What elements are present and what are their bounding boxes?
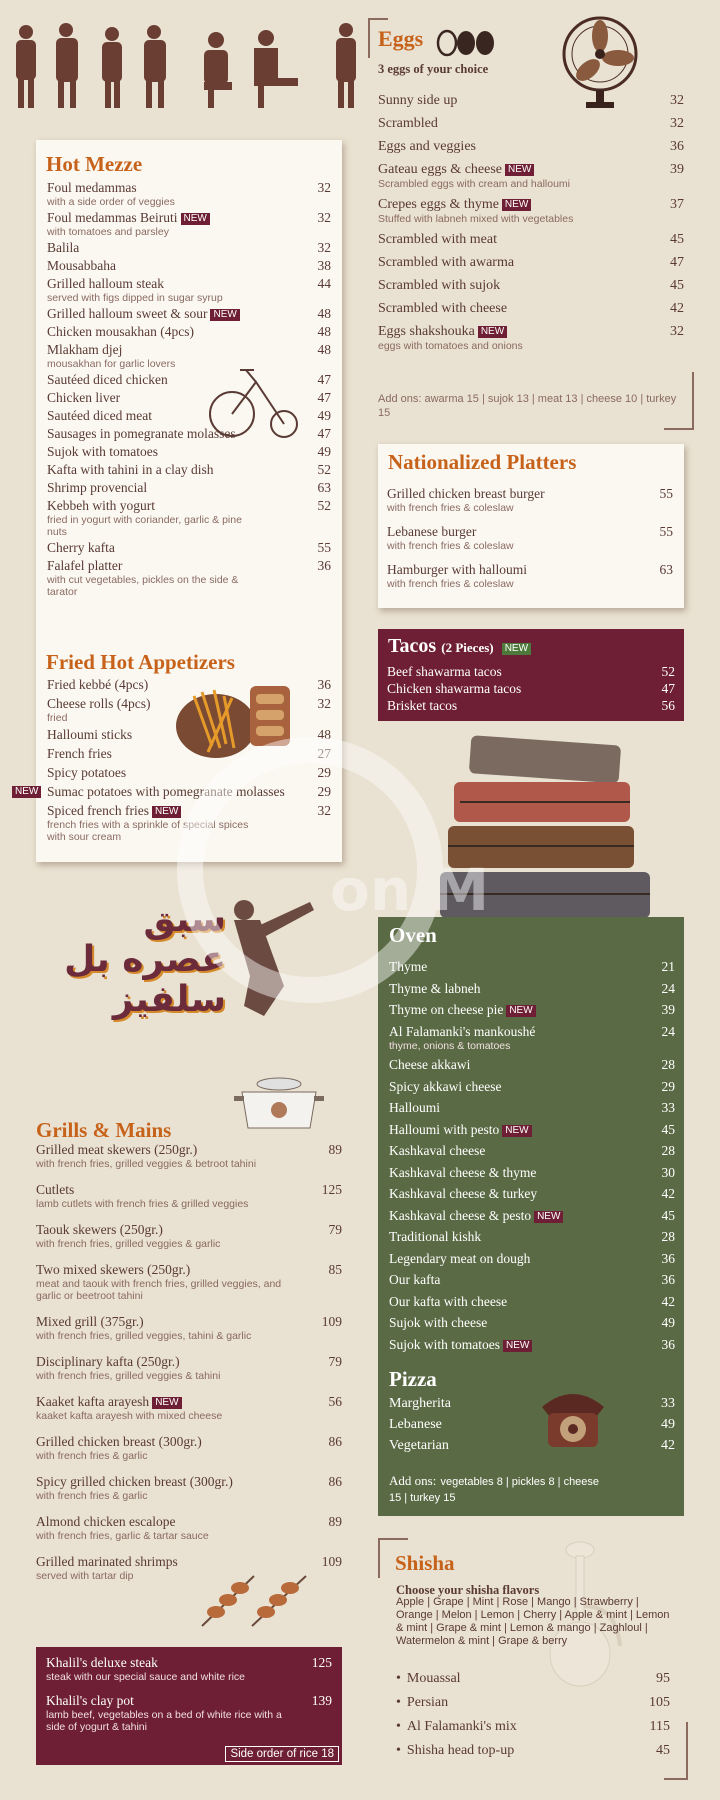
menu-item-name: Falafel platter bbox=[47, 558, 123, 573]
menu-item-name: Kashkaval cheese & pesto bbox=[389, 1207, 532, 1223]
menu-item-name: Kebbeh with yogurt bbox=[47, 498, 155, 513]
shisha-title: Shisha bbox=[395, 1551, 455, 1575]
menu-item bbox=[378, 277, 684, 294]
eggs-addons: Add ons: awarma 15 | sujok 13 | meat 13 | cheese 10 | turkey 15 bbox=[378, 393, 677, 419]
menu-item-name: Scrambled with sujok bbox=[378, 278, 501, 293]
menu-item bbox=[389, 1251, 675, 1268]
menu-item-name: Legendary meat on dough bbox=[389, 1250, 531, 1266]
menu-item-price: 36 bbox=[670, 139, 684, 154]
menu-item-name: Chicken shawarma tacos bbox=[387, 681, 522, 696]
eggs-corner-ornament-br bbox=[664, 372, 694, 430]
menu-item-price: 47 bbox=[317, 390, 331, 405]
menu-item-name: Kashkaval cheese bbox=[389, 1143, 486, 1158]
menu-item-name: Sumac potatoes with pomegranate molasses bbox=[47, 784, 285, 799]
menu-item-price: 48 bbox=[317, 342, 331, 357]
shisha-corner-ornament-br bbox=[664, 1722, 688, 1780]
menu-item-name: Shisha head top-up bbox=[406, 1743, 515, 1758]
menu-item-price: 95 bbox=[656, 1671, 670, 1686]
menu-item-price: 32 bbox=[317, 180, 331, 195]
menu-item-name: Cheese akkawi bbox=[389, 1057, 471, 1072]
menu-item-price: 42 bbox=[661, 1293, 675, 1309]
pizza-addons-text: vegetables 8 | pickles 8 | cheese 15 | turkey 15 bbox=[389, 1476, 600, 1504]
menu-item bbox=[389, 1272, 675, 1289]
menu-item bbox=[47, 324, 331, 340]
menu-item-description: with french fries, grilled veggies, tahini & garlic bbox=[36, 1330, 252, 1342]
menu-item-price: 32 bbox=[317, 240, 331, 255]
menu-item bbox=[36, 1474, 342, 1502]
menu-item-description: kaaket kafta arayesh with mixed cheese bbox=[36, 1410, 223, 1422]
menu-item bbox=[36, 1222, 342, 1250]
grills-list bbox=[36, 1142, 342, 1594]
menu-item-price: 49 bbox=[661, 1417, 675, 1432]
menu-item-price: 49 bbox=[317, 408, 331, 423]
menu-item-price: 47 bbox=[317, 426, 331, 441]
menu-item-price: 86 bbox=[328, 1434, 342, 1449]
watermark-logo bbox=[160, 700, 580, 1060]
new-badge: NEW bbox=[506, 1005, 535, 1017]
menu-item-price: 45 bbox=[661, 1121, 675, 1137]
menu-item-price: 48 bbox=[317, 306, 331, 321]
new-badge: NEW bbox=[503, 1340, 532, 1352]
menu-item-description: with french fries & coleslaw bbox=[387, 578, 514, 590]
platters-title: Nationalized Platters bbox=[388, 450, 577, 474]
menu-item-description: french fries with a sprinkle of special spices with sour cream bbox=[47, 819, 249, 843]
menu-item-description: fried in yogurt with coriander, garlic & pine nuts bbox=[47, 514, 242, 538]
arabic-logo: سبق عصره بل سلفيز bbox=[64, 899, 226, 1020]
menu-item-price: 86 bbox=[328, 1474, 342, 1489]
new-badge: NEW bbox=[502, 199, 531, 211]
menu-item-name: Lebanese bbox=[389, 1417, 442, 1432]
platters-panel bbox=[378, 444, 684, 608]
menu-item bbox=[396, 1742, 670, 1759]
menu-item-name: Disciplinary kafta (250gr.) bbox=[36, 1354, 180, 1369]
menu-item-price: 48 bbox=[317, 727, 331, 742]
menu-item-price: 32 bbox=[317, 696, 331, 711]
menu-item-description: with french fries, grilled veggies & betroot tahini bbox=[36, 1158, 257, 1170]
menu-item-price: 89 bbox=[328, 1514, 342, 1529]
new-badge: NEW bbox=[210, 309, 239, 321]
menu-item-price: 33 bbox=[661, 1100, 675, 1115]
menu-item-name: Margherita bbox=[389, 1396, 451, 1411]
menu-item-name: Lebanese burger bbox=[387, 524, 477, 539]
menu-item-name: Spicy grilled chicken breast (300gr.) bbox=[36, 1474, 233, 1489]
menu-item-price: 48 bbox=[317, 324, 331, 339]
menu-item bbox=[36, 1354, 342, 1382]
menu-item-name: Thyme bbox=[389, 959, 428, 974]
eggs-title: Eggs bbox=[378, 26, 424, 51]
menu-item bbox=[389, 1437, 675, 1454]
menu-item-description: mousakhan for garlic lovers bbox=[47, 358, 176, 370]
pizza-list bbox=[389, 1395, 675, 1458]
menu-item-price: 28 bbox=[661, 1057, 675, 1072]
menu-item-price: 27 bbox=[317, 746, 331, 761]
menu-item-name: Scrambled with awarma bbox=[378, 255, 515, 270]
menu-item-description: with french fries & garlic bbox=[36, 1450, 148, 1462]
menu-item-price: 38 bbox=[317, 258, 331, 273]
menu-item-name: Scrambled with meat bbox=[378, 232, 497, 247]
menu-item-name: Mousabbaha bbox=[47, 258, 116, 273]
menu-item bbox=[46, 1693, 332, 1733]
menu-item-price: 45 bbox=[656, 1743, 670, 1758]
menu-item-price: 52 bbox=[317, 498, 331, 513]
menu-item-name: Kashkaval cheese & turkey bbox=[389, 1186, 538, 1201]
menu-item bbox=[387, 486, 673, 514]
grills-title: Grills & Mains bbox=[36, 1118, 172, 1142]
menu-item bbox=[47, 462, 331, 478]
menu-item-name: Our kafta bbox=[389, 1272, 441, 1287]
menu-item-description: with cut vegetables, pickles on the side & tarator bbox=[47, 574, 239, 598]
menu-item-price: 24 bbox=[661, 1023, 675, 1039]
menu-item-description: meat and taouk with french fries, grilled veggies, and garlic or beetroot tahini bbox=[36, 1278, 282, 1302]
menu-item bbox=[378, 161, 684, 190]
menu-item-price: 36 bbox=[317, 558, 331, 573]
menu-item bbox=[389, 1315, 675, 1332]
menu-item-description: thyme, onions & tomatoes bbox=[389, 1040, 511, 1052]
tacos-title: Tacos bbox=[388, 635, 437, 657]
new-badge: NEW bbox=[505, 164, 534, 176]
menu-item-price: 55 bbox=[659, 524, 673, 539]
eggs-subtitle: 3 eggs of your choice bbox=[378, 62, 489, 76]
menu-item-name: Spicy potatoes bbox=[47, 765, 127, 780]
menu-item-price: 42 bbox=[670, 301, 684, 316]
menu-item-description: fried bbox=[47, 712, 68, 724]
new-badge: NEW bbox=[152, 806, 181, 818]
shisha-flavors: Apple | Grape | Mint | Rose | Mango | Strawberry | Orange | Melon | Lemon | Cherry | Apple & mint | Lemon & mint | Grape & mint | Lemon & mango | Zaghloul | Watermelon & mint | Grape & berry bbox=[396, 1596, 670, 1647]
menu-item-description: with french fries & coleslaw bbox=[387, 502, 514, 514]
shisha-choose: Choose your shisha flavors bbox=[396, 1583, 540, 1597]
menu-item bbox=[378, 300, 684, 317]
menu-item-name: Persian bbox=[406, 1695, 449, 1710]
menu-item bbox=[378, 254, 684, 271]
pizza-title: Pizza bbox=[389, 1367, 437, 1391]
menu-item-price: 109 bbox=[321, 1554, 342, 1569]
menu-item-price: 89 bbox=[328, 1142, 342, 1157]
menu-item-price: 105 bbox=[649, 1695, 670, 1710]
menu-item-name: Grilled halloum steak bbox=[47, 276, 164, 291]
menu-item-name: Mixed grill (375gr.) bbox=[36, 1314, 144, 1329]
menu-item-name: Foul medammas bbox=[47, 180, 137, 195]
side-order-rice: Side order of rice 18 bbox=[225, 1746, 339, 1762]
menu-item-price: 39 bbox=[661, 1002, 675, 1017]
menu-item-name: Kashkaval cheese & thyme bbox=[389, 1164, 537, 1180]
telephone-illustration bbox=[536, 1377, 610, 1451]
menu-item bbox=[47, 210, 331, 238]
new-badge: NEW bbox=[152, 1397, 181, 1409]
menu-item-description: Scrambled eggs with cream and halloumi bbox=[378, 178, 571, 190]
menu-item-name: Foul medammas Beiruti bbox=[47, 210, 178, 225]
menu-item bbox=[47, 306, 331, 322]
menu-item-name: Fried kebbé (4pcs) bbox=[47, 677, 149, 692]
tacos-new-badge: NEW bbox=[502, 643, 531, 655]
menu-item-price: 39 bbox=[670, 162, 684, 177]
menu-item bbox=[47, 258, 331, 274]
menu-item-name: Halloumi sticks bbox=[47, 727, 133, 742]
new-badge: NEW bbox=[534, 1211, 563, 1223]
menu-item bbox=[387, 562, 673, 590]
menu-item-name: Spicy akkawi cheese bbox=[389, 1078, 502, 1094]
menu-item-price: 55 bbox=[659, 486, 673, 501]
tacos-pieces: (2 Pieces) bbox=[441, 640, 494, 655]
menu-item-price: 45 bbox=[670, 278, 684, 293]
menu-item-name: Two mixed skewers (250gr.) bbox=[36, 1262, 191, 1277]
menu-item-price: 42 bbox=[661, 1438, 675, 1453]
menu-item-price: 49 bbox=[317, 444, 331, 459]
menu-item bbox=[47, 180, 331, 208]
menu-item-price: 24 bbox=[661, 980, 675, 996]
menu-item-price: 36 bbox=[317, 677, 331, 692]
menu-item-name: Spiced french fries bbox=[47, 803, 149, 818]
menu-item-price: 36 bbox=[661, 1272, 675, 1287]
menu-item-price: 36 bbox=[661, 1250, 675, 1266]
new-badge: NEW bbox=[478, 326, 507, 338]
menu-item bbox=[389, 1229, 675, 1246]
menu-item-name: Thyme on cheese pie bbox=[389, 1002, 504, 1017]
menu-item-price: 115 bbox=[649, 1719, 670, 1734]
menu-item-name: French fries bbox=[47, 746, 112, 761]
new-badge: NEW bbox=[12, 786, 41, 798]
menu-item-description: with french fries, grilled veggies & garlic bbox=[36, 1238, 221, 1250]
menu-item-name: Scrambled bbox=[378, 116, 438, 131]
menu-item-name: Halloumi bbox=[389, 1100, 440, 1115]
eggs-icon bbox=[434, 28, 498, 58]
menu-item-price: 32 bbox=[670, 93, 684, 108]
menu-item-description: lamb cutlets with french fries & grilled veggies bbox=[36, 1198, 249, 1210]
menu-item bbox=[389, 1079, 675, 1096]
menu-item-name: Grilled chicken breast burger bbox=[387, 486, 545, 501]
khalil-specials-list bbox=[46, 1655, 332, 1743]
menu-item-price: 32 bbox=[317, 803, 331, 818]
menu-item bbox=[47, 558, 331, 598]
menu-item-price: 42 bbox=[661, 1186, 675, 1201]
menu-item-description: with french fries & coleslaw bbox=[387, 540, 514, 552]
eggs-list bbox=[378, 92, 684, 358]
new-badge: NEW bbox=[181, 213, 210, 225]
menu-item-name: Grilled marinated shrimps bbox=[36, 1554, 178, 1569]
menu-item-name: Sunny side up bbox=[378, 93, 458, 108]
menu-item bbox=[378, 323, 684, 352]
menu-item-name: Grilled meat skewers (250gr.) bbox=[36, 1142, 198, 1157]
menu-item-name: Sujok with tomatoes bbox=[389, 1336, 500, 1352]
menu-item-name: Our kafta with cheese bbox=[389, 1293, 508, 1309]
menu-item bbox=[36, 1514, 342, 1542]
menu-item-price: 45 bbox=[670, 232, 684, 247]
menu-item-price: 47 bbox=[317, 372, 331, 387]
menu-item-name: Shrimp provencial bbox=[47, 480, 148, 495]
menu-item-price: 21 bbox=[661, 959, 675, 974]
menu-item-name: Almond chicken escalope bbox=[36, 1514, 176, 1529]
menu-item-price: 63 bbox=[317, 480, 331, 495]
menu-item-price: 63 bbox=[659, 562, 673, 577]
menu-item bbox=[396, 1670, 670, 1687]
menu-item-name: Grilled halloum sweet & sour bbox=[47, 306, 208, 321]
menu-item bbox=[47, 444, 331, 460]
menu-item bbox=[389, 1186, 675, 1203]
menu-item-name: Eggs shakshouka bbox=[378, 324, 475, 339]
menu-item-name: Thyme & labneh bbox=[389, 980, 481, 996]
menu-item-name: Brisket tacos bbox=[387, 698, 458, 713]
menu-item-name: Sujok with cheese bbox=[389, 1315, 488, 1330]
menu-item-description: with tomatoes and parsley bbox=[47, 226, 169, 238]
menu-item-price: 125 bbox=[321, 1182, 342, 1197]
menu-item bbox=[47, 540, 331, 556]
menu-item-name: Gateau eggs & cheese bbox=[378, 162, 502, 177]
menu-item bbox=[378, 115, 684, 132]
new-badge: NEW bbox=[502, 1125, 531, 1137]
menu-item-price: 55 bbox=[317, 540, 331, 555]
svg-text:on M: on M bbox=[330, 856, 490, 924]
menu-item bbox=[389, 1208, 675, 1225]
menu-item bbox=[378, 196, 684, 225]
menu-item-price: 56 bbox=[661, 698, 675, 713]
menu-item bbox=[396, 1718, 670, 1735]
tricycle-illustration bbox=[206, 362, 302, 440]
menu-item-price: 33 bbox=[661, 1396, 675, 1411]
menu-item-name: Mlakham djej bbox=[47, 342, 123, 357]
menu-item-name: Beef shawarma tacos bbox=[387, 664, 502, 679]
oven-title: Oven bbox=[389, 923, 437, 947]
menu-item-name: Traditional kishk bbox=[389, 1229, 482, 1244]
hot-mezze-title: Hot Mezze bbox=[46, 152, 143, 176]
menu-item-price: 44 bbox=[317, 276, 331, 291]
menu-item bbox=[389, 1416, 675, 1433]
menu-item-price: 47 bbox=[661, 681, 675, 696]
menu-item-price: 29 bbox=[317, 784, 331, 799]
skewers-illustration bbox=[196, 1572, 312, 1632]
menu-item-name: Kafta with tahini in a clay dish bbox=[47, 462, 214, 477]
menu-item-name: Mouassal bbox=[406, 1671, 461, 1686]
menu-item bbox=[387, 681, 675, 697]
menu-item-description: served with tartar dip bbox=[36, 1570, 134, 1582]
menu-item-name: Cherry kafta bbox=[47, 540, 115, 555]
menu-item bbox=[46, 1655, 332, 1683]
menu-item-price: 56 bbox=[328, 1394, 342, 1409]
menu-item-name: Crepes eggs & thyme bbox=[378, 197, 499, 212]
menu-item bbox=[378, 138, 684, 155]
menu-item-name: Grilled chicken breast (300gr.) bbox=[36, 1434, 202, 1449]
menu-item-name: Cheese rolls (4pcs) bbox=[47, 696, 151, 711]
menu-item-price: 85 bbox=[328, 1262, 342, 1277]
menu-item-price: 30 bbox=[661, 1164, 675, 1180]
menu-item-name: Al Falamanki's mankoushé bbox=[389, 1023, 536, 1039]
menu-item-name: Sausages in pomegranate molasses bbox=[47, 426, 236, 441]
menu-item-description: Stuffed with labneh mixed with vegetables bbox=[378, 213, 574, 225]
menu-item-price: 32 bbox=[670, 116, 684, 131]
menu-item-name: Taouk skewers (250gr.) bbox=[36, 1222, 163, 1237]
menu-item-description: eggs with tomatoes and onions bbox=[378, 340, 523, 352]
menu-item-price: 125 bbox=[311, 1655, 332, 1670]
menu-item bbox=[36, 1182, 342, 1210]
menu-item bbox=[36, 1262, 342, 1302]
platters-list bbox=[387, 486, 673, 600]
menu-item-name: Al Falamanki's mix bbox=[406, 1719, 517, 1734]
menu-item-name: Eggs and veggies bbox=[378, 139, 476, 154]
menu-item-name: Kaaket kafta arayesh bbox=[36, 1394, 150, 1409]
menu-item-description: with french fries, garlic & tartar sauce bbox=[36, 1530, 209, 1542]
pot-illustration bbox=[234, 1074, 324, 1136]
menu-item-price: 79 bbox=[328, 1354, 342, 1369]
menu-item-price: 29 bbox=[661, 1078, 675, 1094]
menu-item bbox=[387, 664, 675, 680]
pizza-addons-label: Add ons: bbox=[389, 1473, 437, 1488]
menu-item-name: Sautéed diced chicken bbox=[47, 372, 168, 387]
menu-item-price: 52 bbox=[661, 664, 675, 679]
menu-item bbox=[36, 1314, 342, 1342]
menu-item-description: with french fries, grilled veggies & tahini bbox=[36, 1370, 221, 1382]
menu-item bbox=[47, 480, 331, 496]
menu-item bbox=[36, 1142, 342, 1170]
menu-item-description: steak with our special sauce and white rice bbox=[46, 1671, 246, 1683]
menu-item bbox=[389, 1122, 675, 1139]
menu-item-price: 37 bbox=[670, 197, 684, 212]
menu-item-price: 32 bbox=[670, 324, 684, 339]
menu-item bbox=[378, 92, 684, 109]
menu-item-price: 52 bbox=[317, 462, 331, 477]
menu-item bbox=[47, 276, 331, 304]
menu-item-price: 45 bbox=[661, 1207, 675, 1223]
shisha-list bbox=[396, 1670, 670, 1766]
menu-item-description: lamb beef, vegetables on a bed of white rice with a side of yogurt & tahini bbox=[46, 1709, 282, 1733]
menu-item-name: Khalil's deluxe steak bbox=[46, 1655, 158, 1670]
menu-item bbox=[389, 1337, 675, 1354]
menu-item-name: Halloumi with pesto bbox=[389, 1121, 500, 1137]
menu-item bbox=[47, 498, 331, 538]
menu-item-name: Chicken mousakhan (4pcs) bbox=[47, 324, 194, 339]
khalil-specials-panel bbox=[36, 1647, 342, 1765]
menu-item-price: 109 bbox=[321, 1314, 342, 1329]
menu-item-price: 32 bbox=[317, 210, 331, 225]
fried-appetizers-title: Fried Hot Appetizers bbox=[46, 650, 235, 674]
menu-item-name: Cutlets bbox=[36, 1182, 75, 1197]
menu-item bbox=[36, 1394, 342, 1422]
menu-item bbox=[389, 1100, 675, 1117]
pizza-addons bbox=[389, 1473, 609, 1506]
menu-item-price: 29 bbox=[317, 765, 331, 780]
menu-item-description: with french fries & garlic bbox=[36, 1490, 148, 1502]
menu-item-name: Balila bbox=[47, 240, 80, 255]
menu-item-price: 36 bbox=[661, 1336, 675, 1352]
menu-item bbox=[396, 1694, 670, 1711]
menu-item-price: 28 bbox=[661, 1229, 675, 1244]
menu-item-name: Khalil's clay pot bbox=[46, 1693, 134, 1708]
menu-item bbox=[389, 1165, 675, 1182]
menu-item-price: 79 bbox=[328, 1222, 342, 1237]
menu-item-name: Sautéed diced meat bbox=[47, 408, 152, 423]
menu-item-price: 47 bbox=[670, 255, 684, 270]
figures-illustration bbox=[4, 18, 364, 114]
menu-item-price: 28 bbox=[661, 1143, 675, 1158]
menu-item-description: with a side order of veggies bbox=[47, 196, 175, 208]
menu-item-description: served with figs dipped in sugar syrup bbox=[47, 292, 223, 304]
menu-item bbox=[389, 1395, 675, 1412]
menu-item-name: Chicken liver bbox=[47, 390, 121, 405]
menu-item-name: Hamburger with halloumi bbox=[387, 562, 527, 577]
menu-item bbox=[36, 1434, 342, 1462]
menu-item-price: 139 bbox=[311, 1693, 332, 1708]
menu-item-price: 49 bbox=[661, 1315, 675, 1330]
menu-item bbox=[47, 240, 331, 256]
menu-item bbox=[387, 524, 673, 552]
menu-item-name: Vegetarian bbox=[389, 1438, 449, 1453]
menu-item bbox=[389, 1294, 675, 1311]
menu-item bbox=[378, 231, 684, 248]
menu-item bbox=[389, 1143, 675, 1160]
menu-item-name: Scrambled with cheese bbox=[378, 301, 508, 316]
tacos-header bbox=[388, 635, 531, 658]
menu-item-name: Sujok with tomatoes bbox=[47, 444, 158, 459]
